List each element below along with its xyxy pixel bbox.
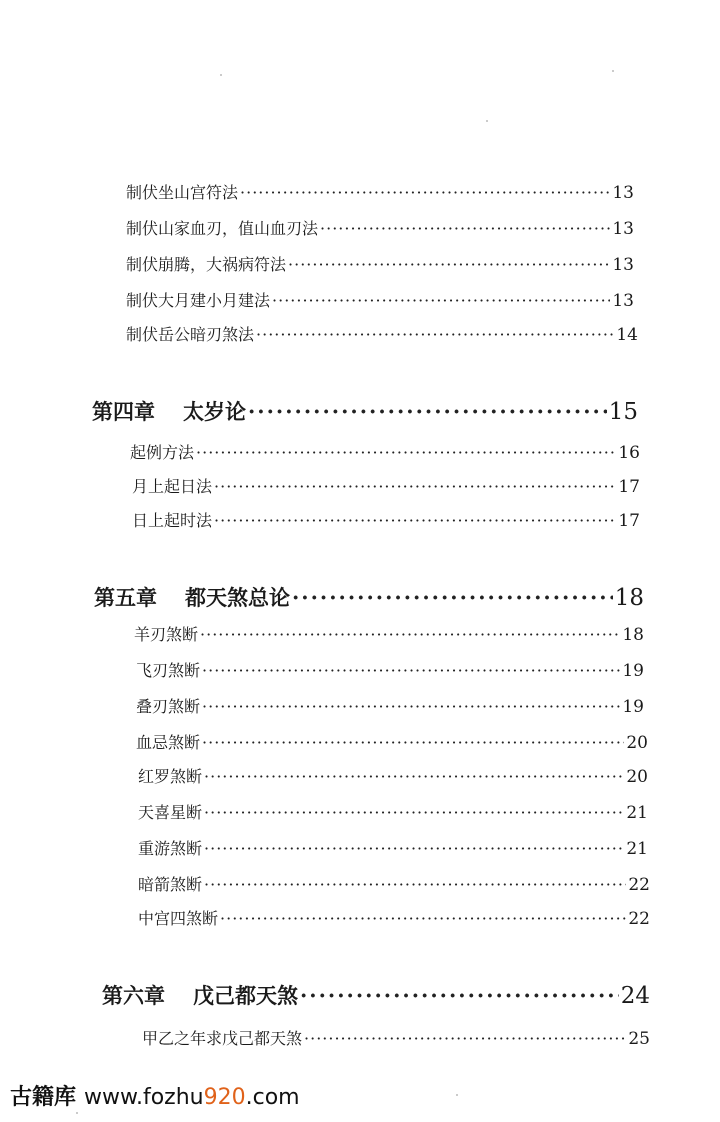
leader-dots xyxy=(214,477,616,496)
toc-entry-title: 制伏岳公暗刃煞法 xyxy=(126,325,255,344)
site-brand: 古籍库 xyxy=(10,1085,77,1110)
toc-entry-title: 日上起时法 xyxy=(132,511,213,530)
toc-entry-page: 20 xyxy=(626,767,648,787)
toc-entry[interactable] xyxy=(126,288,634,311)
toc-entry-page: 22 xyxy=(628,875,650,895)
scan-speck xyxy=(220,74,222,76)
toc-entry[interactable] xyxy=(138,836,648,859)
toc-entry-title: 起例方法 xyxy=(130,443,195,462)
toc-entry-title: 中宫四煞断 xyxy=(138,909,219,928)
chapter-title: 戊己都天煞 xyxy=(193,983,298,1008)
toc-entry[interactable] xyxy=(130,440,640,463)
toc-entry[interactable] xyxy=(136,658,644,681)
leader-dots xyxy=(202,697,620,716)
toc-entry-page: 17 xyxy=(618,511,640,531)
chapter-page: 18 xyxy=(614,585,644,611)
toc-entry[interactable] xyxy=(132,474,640,497)
toc-entry-title: 月上起日法 xyxy=(132,477,213,496)
toc-entry-title: 血忌煞断 xyxy=(136,733,201,752)
toc-entry[interactable] xyxy=(136,730,648,753)
toc-entry[interactable] xyxy=(134,622,644,645)
leader-dots xyxy=(320,219,610,238)
leader-dots xyxy=(214,511,616,530)
site-url-prefix: www.fozhu xyxy=(84,1085,204,1110)
toc-entry-title: 叠刃煞断 xyxy=(136,697,201,716)
leader-dots xyxy=(248,399,607,424)
toc-entry-title: 制伏大月建小月建法 xyxy=(126,291,271,310)
toc-entry[interactable] xyxy=(136,694,644,717)
chapter-page: 24 xyxy=(620,983,650,1009)
scan-speck xyxy=(76,1112,78,1114)
toc-entry[interactable] xyxy=(138,872,650,895)
chapter-number: 第五章 xyxy=(94,585,157,610)
leader-dots xyxy=(204,875,626,894)
toc-entry-page: 22 xyxy=(628,909,650,929)
toc-entry-page: 21 xyxy=(626,839,648,859)
site-url-accent: 920 xyxy=(203,1085,246,1110)
toc-entry-page: 18 xyxy=(622,625,644,645)
chapter-page: 15 xyxy=(608,399,638,425)
toc-entry-title: 天喜星断 xyxy=(138,803,203,822)
toc-entry-page: 25 xyxy=(628,1029,650,1049)
leader-dots xyxy=(300,983,619,1008)
toc-entry[interactable] xyxy=(138,764,648,787)
leader-dots xyxy=(196,443,616,462)
toc-entry-page: 19 xyxy=(622,697,644,717)
toc-entry[interactable] xyxy=(142,1026,650,1049)
scan-speck xyxy=(456,1094,458,1096)
toc-entry-page: 17 xyxy=(618,477,640,497)
toc-entry-page: 16 xyxy=(618,443,640,463)
leader-dots xyxy=(240,183,610,202)
scan-speck xyxy=(486,120,488,122)
toc-entry[interactable] xyxy=(132,508,640,531)
leader-dots xyxy=(304,1029,626,1048)
toc-entry[interactable] xyxy=(126,252,634,275)
toc-entry[interactable] xyxy=(126,322,638,345)
toc-entry[interactable] xyxy=(126,180,634,203)
chapter-number: 第六章 xyxy=(102,983,165,1008)
leader-dots xyxy=(200,625,620,644)
toc-entry-title: 制伏山家血刃，值山血刃法 xyxy=(126,219,319,238)
leader-dots xyxy=(204,839,624,858)
toc-entry-title: 暗箭煞断 xyxy=(138,875,203,894)
toc-entry-page: 13 xyxy=(612,291,634,311)
toc-entry-page: 13 xyxy=(612,219,634,239)
leader-dots xyxy=(256,325,614,344)
chapter-heading[interactable] xyxy=(94,582,644,612)
leader-dots xyxy=(202,733,624,752)
toc-entry-title: 羊刃煞断 xyxy=(134,625,199,644)
toc-entry-page: 21 xyxy=(626,803,648,823)
leader-dots xyxy=(204,803,624,822)
leader-dots xyxy=(202,661,620,680)
toc-entry-title: 红罗煞断 xyxy=(138,767,203,786)
toc-entry-page: 20 xyxy=(626,733,648,753)
leader-dots xyxy=(288,255,610,274)
toc-entry[interactable] xyxy=(138,906,650,929)
toc-entry-page: 13 xyxy=(612,183,634,203)
toc-entry[interactable] xyxy=(138,800,648,823)
site-url-suffix: .com xyxy=(245,1085,300,1110)
scan-speck xyxy=(612,70,614,72)
toc-entry-title: 重游煞断 xyxy=(138,839,203,858)
toc-entry-title: 飞刃煞断 xyxy=(136,661,201,680)
toc-entry-title: 制伏崩腾，大祸病符法 xyxy=(126,255,287,274)
chapter-heading[interactable] xyxy=(102,980,650,1010)
toc-entry-page: 13 xyxy=(612,255,634,275)
toc-entry-page: 19 xyxy=(622,661,644,681)
toc-entry[interactable] xyxy=(126,216,634,239)
site-watermark xyxy=(10,1080,300,1111)
chapter-number: 第四章 xyxy=(92,399,155,424)
leader-dots xyxy=(272,291,610,310)
leader-dots xyxy=(204,767,624,786)
toc-entry-title: 制伏坐山宫符法 xyxy=(126,183,239,202)
leader-dots xyxy=(292,585,613,610)
chapter-heading[interactable] xyxy=(92,396,638,426)
toc-entry-title: 甲乙之年求戊己都天煞 xyxy=(142,1029,303,1048)
chapter-title: 太岁论 xyxy=(183,399,246,424)
chapter-title: 都天煞总论 xyxy=(185,585,290,610)
leader-dots xyxy=(220,909,626,928)
toc-entry-page: 14 xyxy=(616,325,638,345)
